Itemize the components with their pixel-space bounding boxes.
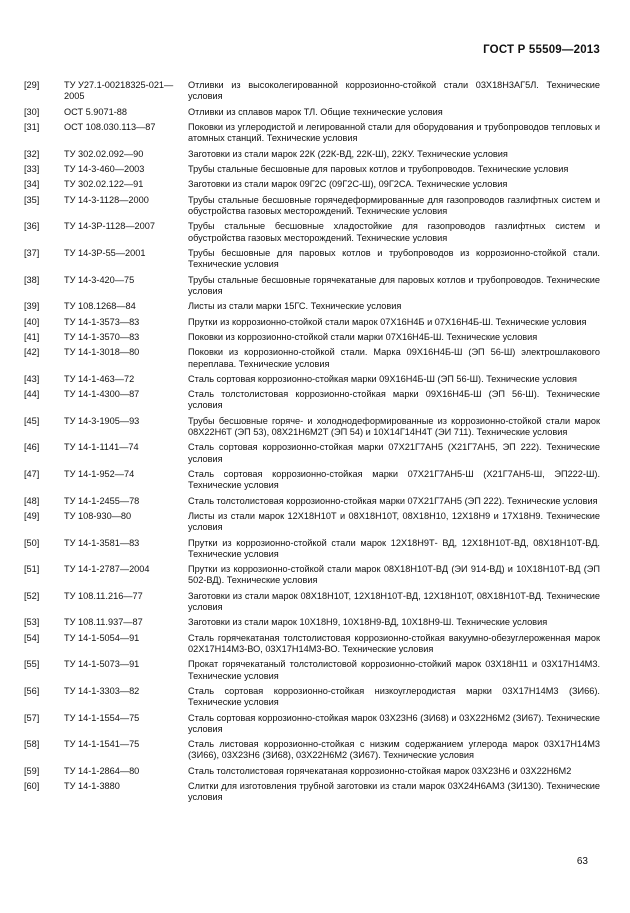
reference-standard: ТУ 14-1-463—72 <box>64 373 135 384</box>
reference-number: [45] <box>24 415 40 426</box>
reference-description: Трубы стальные бесшовные хладостойкие для газопроводов газлифтных систем и обустройства газовых месторождений. Технические условия <box>188 221 600 243</box>
reference-entry <box>24 122 600 144</box>
reference-entry <box>24 469 600 491</box>
reference-entry <box>24 633 600 655</box>
reference-number: [48] <box>24 495 40 506</box>
reference-entry <box>24 301 600 312</box>
reference-number: [56] <box>24 686 40 696</box>
reference-number: [50] <box>24 537 40 548</box>
reference-description: Сталь сортовая коррозионно-стойкая низкоуглеродистая марки 03Х17Н14М3 (ЗИ66). Технические условия <box>188 686 600 708</box>
reference-standard: ТУ 14-1-1141—74 <box>64 442 139 453</box>
reference-entry <box>24 164 600 175</box>
reference-number: [51] <box>24 564 40 575</box>
reference-standard: ТУ 14-1-5073—91 <box>64 659 140 670</box>
reference-description: Трубы бесшовные для паровых котлов и трубопроводов из коррозионно-стойкой стали. Технические условия <box>188 247 600 270</box>
reference-standard: ТУ 14-1-3018—80 <box>64 347 140 358</box>
reference-entry <box>24 591 600 613</box>
reference-description: Заготовки из стали марок 08Х18Н10Т, 12Х18Н10Т-ВД, 12Х18Н10Т, 08Х18Н10Т-ВД. Технические условия <box>188 590 600 613</box>
reference-standard: ОСТ 108.030.113—87 <box>64 121 156 132</box>
reference-description: Сталь горячекатаная толстолистовая коррозионно-стойкая вакуумно-обезуглероженная марок 02Х17Н14М3-ВО, 03Х17Н14М3-ВО. Технические условия <box>188 632 600 655</box>
reference-standard: ТУ У27.1-00218325-021— 2005 <box>64 80 174 102</box>
reference-entry <box>24 332 600 343</box>
reference-description: Трубы стальные бесшовные для паровых котлов и трубопроводов. Технические условия <box>188 163 569 174</box>
reference-standard: ТУ 14-3-420—75 <box>64 274 135 285</box>
reference-standard: ТУ 14-1-952—74 <box>64 469 135 480</box>
reference-standard: ТУ 14-3Р-55—2001 <box>64 247 146 258</box>
reference-number: [39] <box>24 301 40 312</box>
reference-standard: ТУ 14-3-1128—2000 <box>64 194 149 205</box>
reference-entry <box>24 149 600 160</box>
reference-number: [52] <box>24 590 40 601</box>
reference-number: [44] <box>24 389 40 400</box>
reference-number: [47] <box>24 469 40 480</box>
reference-number: [29] <box>24 80 40 90</box>
reference-entry <box>24 80 600 102</box>
reference-description: Прутки из коррозионно-стойкой стали марок 12Х18Н9Т- ВД, 12Х18Н10Т-ВД, 08Х18Н10Т-ВД. Технические условия <box>188 537 600 559</box>
reference-standard: ТУ 14-1-3573—83 <box>64 316 140 327</box>
reference-description: Поковки из углеродистой и легированной стали для оборудования и трубопроводов тепловых и атомных станций. Технические условия <box>188 121 600 144</box>
reference-description: Сталь толстолистовая горячекатаная коррозионно-стойкая марок 03Х23Н6 и 03Х22Н6М2 <box>188 765 572 776</box>
reference-standard: ОСТ 5.9071-88 <box>64 106 128 117</box>
reference-standard: ТУ 302.02.092—90 <box>64 148 144 159</box>
document-header: ГОСТ Р 55509—2013 <box>483 44 600 56</box>
reference-standard: ТУ 14-1-2864—80 <box>64 765 140 776</box>
reference-entry <box>24 275 600 297</box>
reference-number: [58] <box>24 739 40 750</box>
reference-entry <box>24 617 600 628</box>
reference-description: Трубы бесшовные горяче- и холоднодеформированные из коррозионно-стойкой стали марок 08Х22Н6Т (ЭП 53), 08Х21Н6М2Т (ЭП 54) и 10Х14Г14Н4Т (ЭИ 711). Технические условия <box>188 415 600 438</box>
reference-description: Сталь сортовая коррозионно-стойкая марки 07Х21Г7АН5-Ш (Х21Г7АН5-Ш, ЭП222-Ш). Технические условия <box>188 469 600 491</box>
reference-number: [57] <box>24 712 40 723</box>
reference-entry <box>24 713 600 735</box>
reference-entry <box>24 374 600 385</box>
reference-standard: ТУ 14-1-1541—75 <box>64 739 140 750</box>
reference-entry <box>24 195 600 217</box>
reference-entry <box>24 511 600 533</box>
reference-description: Прутки из коррозионно-стойкой стали марок 08Х18Н10Т-ВД (ЭИ 914-ВД) и 10Х18Н10Т-ВД (ЭП 502-ВД). Технические условия <box>188 564 600 586</box>
reference-standard: ТУ 14-1-2787—2004 <box>64 564 150 575</box>
reference-entry <box>24 686 600 708</box>
reference-description: Отливки из высоколегированной коррозионно-стойкой стали 03Х18Н3АГ5Л. Технические условия <box>188 80 600 102</box>
reference-standard: ТУ 14-1-5054—91 <box>64 632 140 643</box>
reference-standard: ТУ 108.11.216—77 <box>64 590 143 601</box>
reference-description: Трубы стальные бесшовные горячекатаные для паровых котлов и трубопроводов. Технические условия <box>188 274 600 296</box>
reference-entry <box>24 442 600 464</box>
reference-description: Сталь толстолистовая коррозионно-стойкая марки 09Х16Н4Б-Ш (ЭП 56-Ш). Технические условия <box>188 389 600 411</box>
reference-description: Сталь сортовая коррозионно-стойкая марки 09Х16Н4Б-Ш (ЭП 56-Ш). Технические условия <box>188 373 577 384</box>
reference-number: [32] <box>24 148 40 159</box>
reference-standard: ТУ 14-1-2455—78 <box>64 495 140 506</box>
reference-standard: ТУ 14-3-460—2003 <box>64 163 145 174</box>
reference-number: [34] <box>24 179 40 190</box>
reference-entry <box>24 248 600 270</box>
reference-number: [59] <box>24 765 40 776</box>
reference-standard: ТУ 108.11.937—87 <box>64 617 143 628</box>
reference-description: Листы из стали марки 15ГС. Технические условия <box>188 301 402 312</box>
reference-description: Сталь толстолистовая коррозионно-стойкая марки 07Х21Г7АН5 (ЭП 222). Технические условия <box>188 495 598 506</box>
reference-description: Заготовки из стали марок 10Х18Н9, 10Х18Н9-ВД, 10Х18Н9-Ш. Технические условия <box>188 617 548 628</box>
reference-entry <box>24 317 600 328</box>
reference-number: [55] <box>24 659 40 670</box>
reference-description: Слитки для изготовления трубной заготовки из стали марок 03Х24Н6АМ3 (ЗИ130). Технические условия <box>188 781 600 803</box>
reference-standard: ТУ 108-930—80 <box>64 511 132 522</box>
reference-entry <box>24 347 600 369</box>
reference-description: Прутки из коррозионно-стойкой стали марок 07Х16Н4Б и 07Х16Н4Б-Ш. Технические условия <box>188 316 587 327</box>
reference-entry <box>24 179 600 190</box>
reference-description: Трубы стальные бесшовные горячедеформированные для газопроводов газлифтных систем и обустройства газовых месторождений. Технические условия <box>188 194 600 216</box>
reference-list <box>24 80 600 808</box>
reference-number: [46] <box>24 442 40 453</box>
reference-standard: ТУ 14-1-3880 <box>64 781 120 792</box>
reference-standard: ТУ 14-1-1554—75 <box>64 712 140 723</box>
reference-entry <box>24 389 600 411</box>
reference-number: [40] <box>24 316 40 327</box>
reference-number: [35] <box>24 194 40 205</box>
reference-number: [42] <box>24 347 40 358</box>
reference-description: Поковки из коррозионно-стойкой стали. Марка 09Х16Н4Б-Ш (ЭП 56-Ш) электрошлакового переплава. Технические условия <box>188 347 600 369</box>
reference-entry <box>24 739 600 761</box>
reference-standard: ТУ 14-1-3570—83 <box>64 331 140 342</box>
reference-number: [37] <box>24 247 40 258</box>
reference-entry <box>24 416 600 438</box>
reference-entry <box>24 496 600 507</box>
reference-description: Сталь сортовая коррозионно-стойкая марки 07Х21Г7АН5 (Х21Г7АН5, ЭП 222). Технические условия <box>188 442 600 464</box>
reference-number: [31] <box>24 121 40 132</box>
reference-number: [43] <box>24 373 40 384</box>
reference-number: [60] <box>24 781 40 792</box>
reference-description: Сталь листовая коррозионно-стойкая с низким содержанием углерода марок 03Х17Н14М3 (ЗИ66), 03Х23Н6 (ЗИ68), 03Х22Н6М2 (ЗИ67). Технические условия <box>188 739 600 761</box>
reference-standard: ТУ 302.02.122—91 <box>64 179 144 190</box>
page-number: 63 <box>576 856 588 867</box>
reference-description: Заготовки из стали марок 09Г2С (09Г2С-Ш), 09Г2СА. Технические условия <box>188 179 508 190</box>
reference-entry <box>24 221 600 243</box>
reference-number: [41] <box>24 331 40 342</box>
reference-standard: ТУ 14-3Р-1128—2007 <box>64 221 155 232</box>
reference-description: Отливки из сплавов марок ТЛ. Общие технические условия <box>188 106 443 117</box>
reference-number: [49] <box>24 511 40 522</box>
reference-description: Заготовки из стали марок 22К (22К-ВД, 22К-Ш), 22КУ. Технические условия <box>188 148 508 159</box>
reference-standard: ТУ 108.1268—84 <box>64 301 136 312</box>
reference-description: Листы из стали марок 12Х18Н10Т и 08Х18Н10Т, 08Х18Н10, 12Х18Н9 и 17Х18Н9. Технические условия <box>188 511 600 533</box>
reference-standard: ТУ 14-1-4300—87 <box>64 389 140 400</box>
reference-description: Прокат горячекатаный толстолистовой коррозионно-стойкий марок 03Х18Н11 и 03Х17Н14М3. Технические условия <box>188 659 600 681</box>
reference-number: [54] <box>24 632 40 643</box>
reference-number: [33] <box>24 163 40 174</box>
reference-standard: ТУ 14-3-1905—93 <box>64 415 140 426</box>
reference-entry <box>24 538 600 560</box>
reference-number: [36] <box>24 221 40 232</box>
reference-description: Поковки из коррозионно-стойкой стали марки 07Х16Н4Б-Ш. Технические условия <box>188 331 538 342</box>
reference-description: Сталь сортовая коррозионно-стойкая марок 03Х23Н6 (ЗИ68) и 03Х22Н6М2 (ЗИ67). Технические условия <box>188 712 600 734</box>
reference-number: [38] <box>24 274 40 285</box>
reference-standard: ТУ 14-1-3303—82 <box>64 686 140 696</box>
reference-entry <box>24 781 600 803</box>
reference-number: [30] <box>24 106 40 117</box>
reference-entry <box>24 107 600 118</box>
reference-entry <box>24 659 600 681</box>
reference-entry <box>24 766 600 777</box>
reference-number: [53] <box>24 617 40 628</box>
reference-standard: ТУ 14-1-3581—83 <box>64 537 140 548</box>
reference-entry <box>24 564 600 586</box>
